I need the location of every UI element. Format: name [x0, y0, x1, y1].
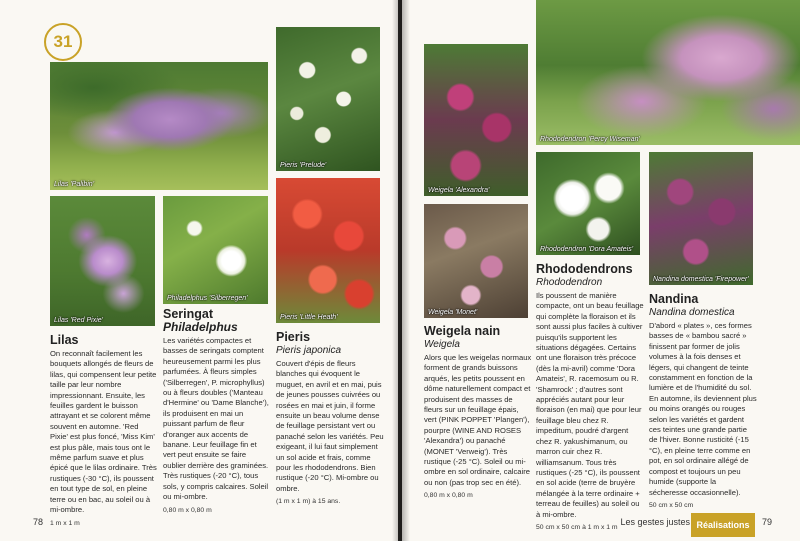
plant-block-seringat	[163, 307, 271, 515]
page-number-left: 78	[33, 517, 44, 527]
plant-title: Seringat	[163, 307, 214, 321]
plant-latin-name: Nandina domestica	[649, 307, 735, 318]
plant-description: Alors que les weigelas normaux forment de grands buissons arqués, les petits poussent en dôme naturellement compact et produisent des masses de fleurs sur un feuillage épais, vert (PINK POPPET 'Plangen'), pourpre (WINE AND ROSES 'Alexandra') ou panaché (MONET 'Verweig'). Très rustique (-25 °C). Soleil ou mi-ombre en sol ordinaire, calcaire ou non (pas trop sec en été).	[424, 353, 532, 487]
photo-caption: Rhododendron 'Dora Amateis'	[540, 246, 634, 253]
plant-title: Nandina	[649, 292, 699, 306]
plant-title: Pieris	[276, 330, 311, 344]
photo-rhododendron-dora-amateis	[536, 152, 640, 255]
plant-description: Ils poussent de manière compacte, ont un beau feuillage qui complète la floraison et ils sont aussi plus faciles à cultiver puisqu'ils supportent les situations dégagées. Certains ont une floraison très précoce (dès la mi-avril) comme 'Dora Amateis', R. racemosum ou R. 'Shamrock' ; d'autres sont appréciés autant pour leur floraison (en mai) que pour leur feuillage bleu chez R. impeditum, poudré d'argent chez R. yakushimanum, ou marron cuir chez R. williamsanum. Tous très rustiques (-25 °C), ils poussent en sol acide (terre de bruyère mélangée à la terre ordinaire + terreau de feuilles) au soleil ou à mi-ombre.	[536, 291, 644, 519]
plant-description: On reconnaît facilement les bouquets allongés de fleurs de lilas, qui compensent leur petite taille par leur nombre impressionnant. Ensuite, les feuilles gardent le buisson attrayant et se colorent même souvent en automne. 'Red Pixie' est plus foncé, 'Miss Kim' est plus pâle, mais tous ont le même parfum suave et plus épicé que le lilas ordinaire. Très rustiques (-30 °C), ils poussent en tout type de sol, en pleine terre ou en bac, au soleil ou à mi-ombre.	[50, 349, 157, 515]
plant-size: 50 cm x 50 cm à 1 m x 1 m	[536, 523, 618, 531]
photo-weigela-monet	[424, 204, 528, 318]
plant-block-nandina	[649, 292, 757, 510]
plant-description: Les variétés compactes et basses de seringats comptent heureusement parmi les plus parfumées. À fleurs simples ('Silberregen', P. microphyllus) ou à fleurs doubles ('Manteau d'Hermine' ou 'Dame Blanche'), ils produisent en mai un puissant parfum de fleur d'oranger aux accents de banane. Leur feuillage fin et vert peut ensuite se faire oublier derrière des graminées. Très rustiques (-20 °C), tous sols, y compris calcaires. Soleil ou mi-ombre.	[163, 336, 269, 502]
photo-lilas-red-pixie	[50, 196, 155, 326]
photo-caption: Weigela 'Monet'	[428, 309, 478, 316]
right-page	[402, 0, 800, 541]
photo-caption: Pieris 'Little Heath'	[280, 314, 338, 321]
photo-caption: Lilas 'Red Pixie'	[54, 317, 103, 324]
photo-caption: Lilas 'Palibin'	[54, 181, 95, 188]
photo-nandina	[649, 152, 753, 285]
plant-latin-name: Pieris japonica	[276, 345, 342, 356]
plant-latin-name: Philadelphus	[163, 320, 238, 334]
plant-title: Weigela nain	[424, 324, 501, 338]
plant-latin-name: Weigela	[424, 339, 460, 350]
photo-caption: Nandina domestica 'Firepower'	[653, 276, 749, 283]
plant-title: Lilas	[50, 333, 79, 347]
photo-caption: Philadelphus 'Silberregen'	[167, 295, 248, 302]
plant-latin-name: Rhododendron	[536, 277, 603, 288]
photo-caption: Weigela 'Alexandra'	[428, 187, 490, 194]
plant-description: Couvert d'épis de fleurs blanches qui évoquent le muguet, en avril et en mai, puis de jeunes pousses cuivrées ou rosées en mai et juin, il forme ensuite un beau volume dense de feuillage persistant vert ou panaché selon les variétés. Peu exigeant, il lui faut simplement un sol acide et frais, comme pour les rhododendrons. Bien rustique (-20 °C). Mi-ombre ou ombre.	[276, 359, 384, 493]
plant-block-lilas	[50, 333, 158, 528]
footer-section-title: Les gestes justes	[620, 517, 690, 527]
plant-block-weigela	[424, 324, 532, 500]
footer-section-tab: Réalisations	[691, 513, 755, 537]
photo-lilas-palibin	[50, 62, 268, 190]
plant-block-rhododendrons	[536, 262, 644, 532]
plant-description: D'abord « plates », ces formes basses de « bambou sacré » finissent par former de jolis volumes à la fois denses et légers, qui changent de teinte constamment en fonction de la lumière et de l'humidité du sol. En automne, ils deviennent plus ou moins orangés ou rouges selon les variétés et gardent ces teintes une grande partie de l'hiver. Bonne rusticité (-15 °C), en pleine terre comme en pot, en sol ordinaire allégé de compost et toujours un peu humide (supporte la sécheresse occasionnelle).	[649, 321, 757, 497]
plant-size: 0,80 m x 0,80 m	[163, 506, 212, 514]
book-gutter	[392, 0, 410, 541]
plant-size: (1 m x 1 m) à 15 ans.	[276, 498, 341, 506]
photo-weigela-alexandra	[424, 44, 528, 196]
plant-title: Rhododendrons	[536, 262, 633, 276]
plant-size: 0,80 m x 0,80 m	[424, 492, 473, 500]
photo-pieris-prelude	[276, 27, 380, 171]
left-page	[0, 0, 398, 541]
page-number-right: 79	[761, 517, 772, 527]
photo-caption: Pieris 'Prelude'	[280, 162, 327, 169]
photo-caption: Rhododendron 'Percy Wiseman'	[540, 136, 640, 143]
photo-garden-rhododendron	[536, 0, 800, 145]
plant-block-pieris	[276, 330, 384, 506]
plant-size: 50 cm x 50 cm	[649, 501, 694, 509]
plant-size: 1 m x 1 m	[50, 519, 80, 527]
photo-pieris-little-heath	[276, 178, 380, 323]
chapter-badge: 31	[44, 23, 82, 61]
photo-philadelphus	[163, 196, 268, 304]
